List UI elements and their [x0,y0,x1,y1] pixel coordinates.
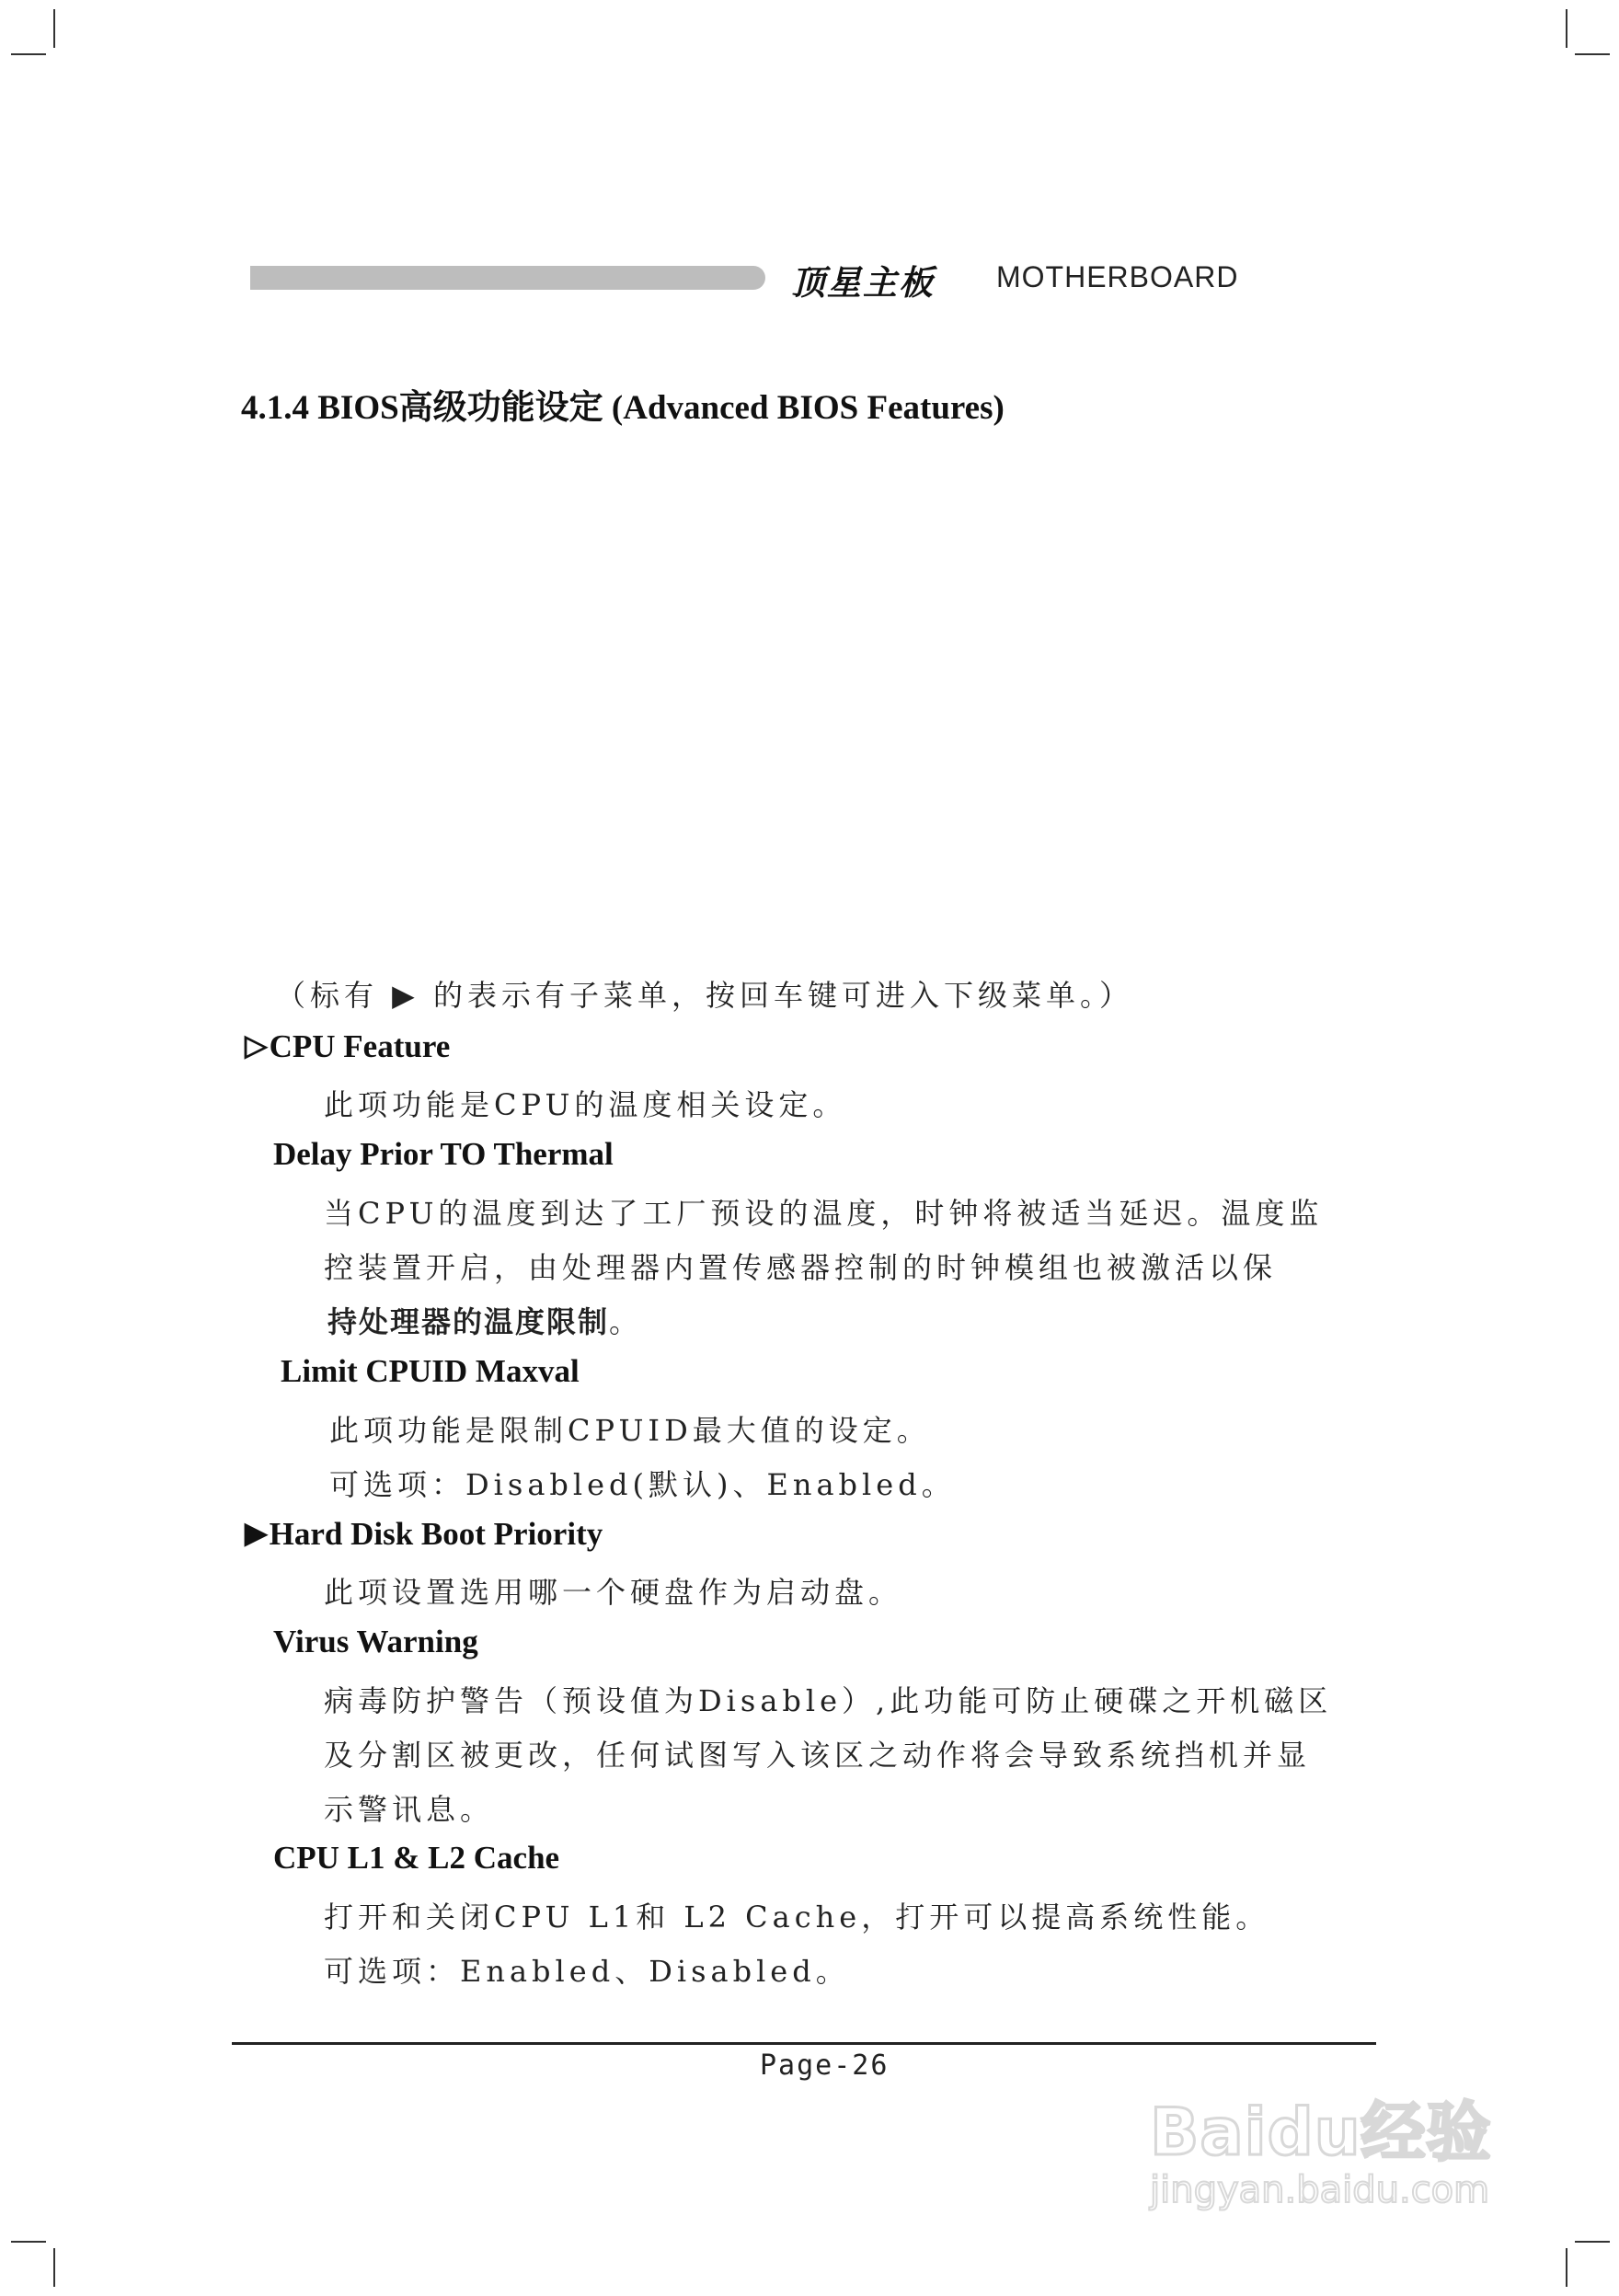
item-cpu-cache-desc: 打开和关闭CPU L1和 L2 Cache，打开可以提高系统性能。 [324,1900,1270,1934]
item-limit-cpuid-desc: 此项功能是限制CPUID最大值的设定。 [329,1413,931,1448]
item-cpu-cache-options: 可选项：Enabled、Disabled。 [324,1954,850,1989]
header-bar [250,266,765,290]
item-cpu-feature-desc: 此项功能是CPU的温度相关设定。 [324,1087,847,1122]
crop-mark [1575,2241,1610,2243]
brand-name-en: MOTHERBOARD [996,260,1239,293]
crop-mark [1566,2248,1567,2287]
item-delay-prior-desc-1: 当CPU的温度到达了工厂预设的温度，时钟将被适当延迟。温度监 [324,1196,1324,1231]
item-limit-cpuid-heading: Limit CPUID Maxval [281,1353,580,1389]
item-delay-prior-heading: Delay Prior TO Thermal [273,1136,614,1172]
item-title: Hard Disk Boot Priority [269,1516,603,1552]
item-virus-warning-desc-1: 病毒防护警告（预设值为Disable）,此功能可防止硬碟之开机磁区 [324,1683,1333,1718]
crop-mark [1566,9,1567,48]
crop-mark [11,53,46,55]
watermark-logo: Baidu经验 [1150,2095,1492,2170]
crop-mark [53,9,55,48]
item-cpu-feature-heading [245,1027,450,1065]
item-cpu-cache-heading: CPU L1 & L2 Cache [273,1840,560,1876]
item-title: CPU Feature [269,1028,451,1064]
crop-mark [1575,53,1610,55]
bold-text: 持处理器的温度限制 [327,1304,610,1339]
submenu-outline-arrow-icon: ▷ [245,1028,268,1062]
text: 。 [609,1304,644,1339]
intro-note: （标有 ▶ 的表示有子菜单，按回车键可进入下级菜单。） [276,978,1133,1013]
footer-rule [232,2042,1376,2045]
item-virus-warning-desc-2: 及分割区被更改，任何试图写入该区之动作将会导致系统挡机并显 [324,1738,1312,1773]
item-virus-warning-heading: Virus Warning [273,1624,478,1659]
page-number: Page-26 [760,2049,890,2082]
watermark [1150,2081,1545,2210]
crop-mark [11,2241,46,2243]
watermark-url: jingyan.baidu.com [1150,2169,1490,2211]
crop-mark [53,2248,55,2287]
section-title: 4.1.4 BIOS高级功能设定 (Advanced BIOS Features) [241,389,1005,427]
item-delay-prior-desc-2: 控装置开启，由处理器内置传感器控制的时钟模组也被激活以保 [324,1250,1278,1285]
brand-name-cn: 顶星主板 [791,263,935,303]
item-hdd-boot-heading [245,1515,603,1553]
submenu-solid-arrow-icon: ▶ [245,1516,268,1549]
item-virus-warning-desc-3: 示警讯息。 [324,1792,495,1827]
item-delay-prior-desc-3 [327,1299,643,1341]
item-hdd-boot-desc: 此项设置选用哪一个硬盘作为启动盘。 [324,1575,903,1610]
item-limit-cpuid-options: 可选项：Disabled(默认)、Enabled。 [329,1467,956,1502]
